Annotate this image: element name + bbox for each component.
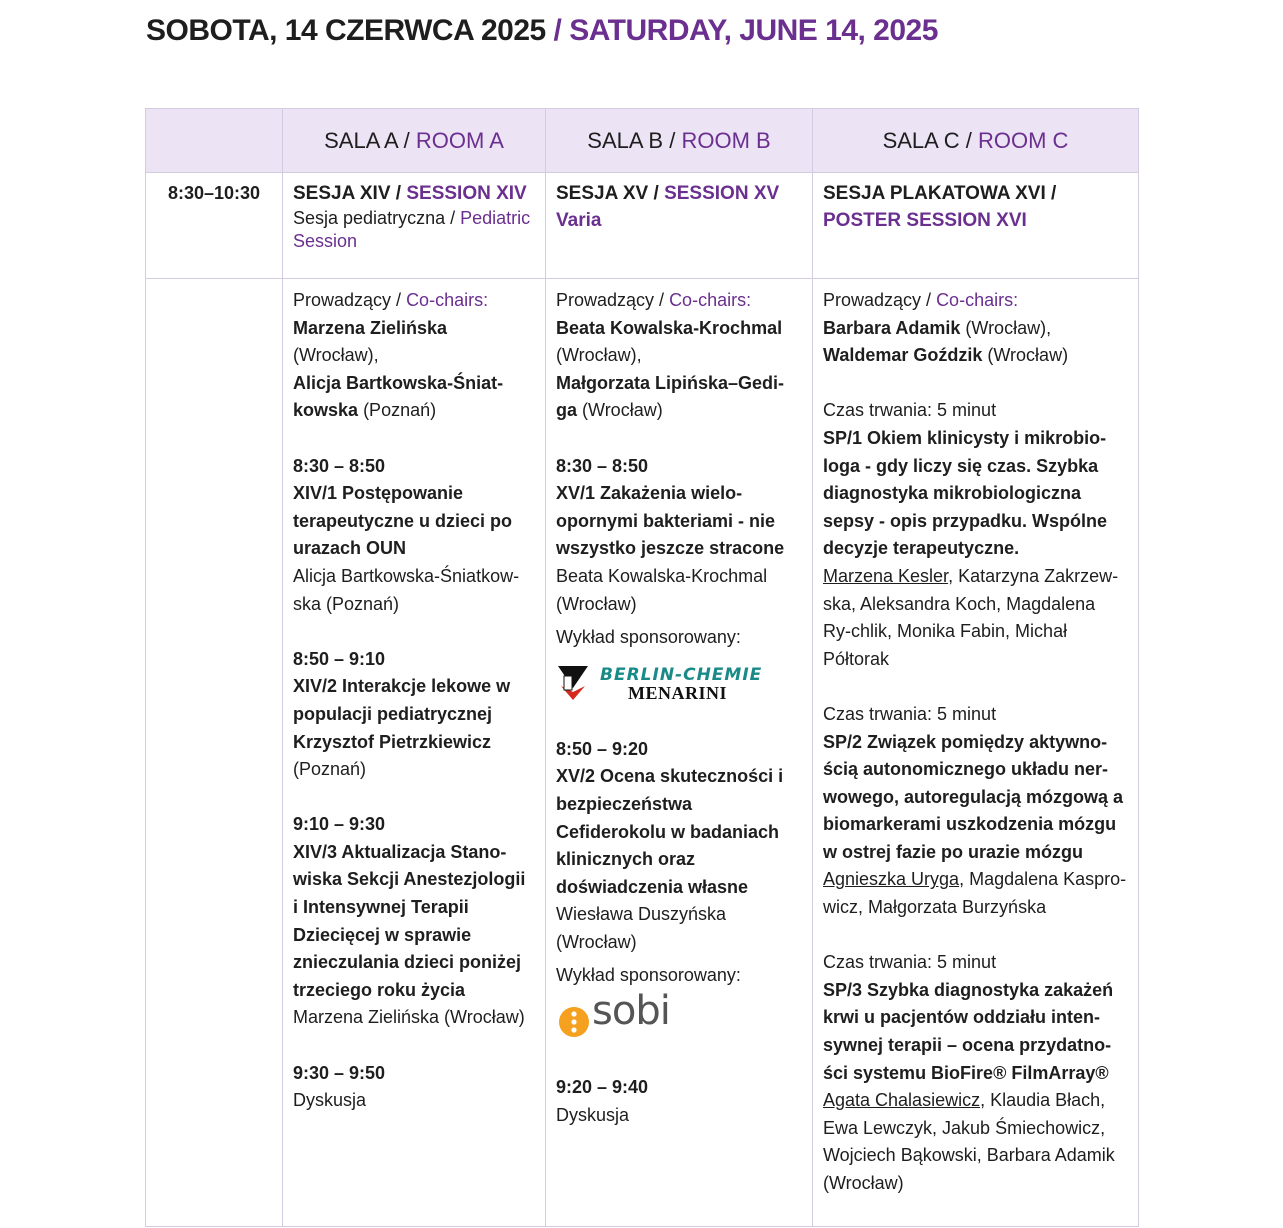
room-b-content — [546, 279, 813, 1227]
content-row — [146, 279, 1139, 1227]
berlin-chemie-text: BERLIN-CHEMIE — [600, 664, 763, 685]
sponsored-label-1: Wykład sponsorowany: — [556, 627, 741, 648]
talk-b3: 9:20 – 9:40 Dyskusja — [556, 1077, 649, 1125]
poster-c2: Czas trwania: 5 minut SP/2 Związek pomiędzy aktywno-ścią autonomicznego układu ner-wowego, autoregulacją mózgową a biomarkerami uszkodzenia mózgu w ostrej fazie po urazie mózgu Agnieszka Uryga, Magdalena Kaspro-wicz, Małgorzata Burzyńska — [823, 703, 1127, 918]
header-empty-cell — [146, 109, 283, 173]
talk-b1: 8:30 – 8:50 XV/1 Zakażenia wielo-opornymi bakteriami - nie wszystko jeszcze stracone Beata Kowalska-Krochmal (Wrocław) — [556, 455, 785, 614]
session-row — [146, 173, 1139, 279]
room-a-header: SALA A / ROOM A — [283, 109, 546, 173]
header-row — [146, 109, 1139, 173]
sponsored-label-2: Wykład sponsorowany: — [556, 965, 741, 986]
title-pl: SOBOTA, 14 CZERWCA 2025 — [146, 14, 546, 47]
session-time: 8:30–10:30 — [146, 173, 283, 279]
chairs-a: Prowadzący / Co-chairs: Marzena Zielińska (Wrocław), Alicja Bartkowska-Śniat-kowska (Poznań) — [293, 290, 504, 421]
poster-c1: Czas trwania: 5 minut SP/1 Okiem klinicysty i mikrobio-loga - gdy liczy się czas. Szybka diagnostyka mikrobiologiczna sepsy - opis przypadku. Wspólne decyzje terapeutyczne. Marzena Kesler, Katarzyna Zakrzew-ska, Aleksandra Koch, Magdalena Ry-chlik, Monika Fabin, Michał Półtorak — [823, 400, 1119, 669]
chairs-b: Prowadzący / Co-chairs: Beata Kowalska-Krochmal (Wrocław), Małgorzata Lipińska–Gedi-ga (Wrocław) — [556, 290, 785, 421]
title-en: SATURDAY, JUNE 14, 2025 — [569, 14, 938, 47]
session-b: SESJA XV / SESSION XV Varia — [546, 173, 813, 279]
room-a-content — [283, 279, 546, 1227]
title-sep: / — [545, 14, 570, 47]
poster-c3: Czas trwania: 5 minut SP/3 Szybka diagnostyka zakażeń krwi u pacjentów oddziału inten-sywnej terapii – ocena przydatno-ści systemu BioFire® FilmArray® Agata Chalasiewicz, Klaudia Błach, Ewa Lewczyk, Jakub Śmiechowicz, Wojciech Bąkowski, Barbara Adamik (Wrocław) — [823, 952, 1115, 1193]
empty-time-cell — [146, 279, 283, 1227]
session-c: SESJA PLAKATOWA XVI / POSTER SESSION XVI — [813, 173, 1139, 279]
program-table — [145, 108, 1139, 1227]
talk-a2: 8:50 – 9:10 XIV/2 Interakcje lekowe w populacji pediatrycznej Krzysztof Pietrzkiewicz (Poznań) — [293, 648, 511, 780]
talk-a3: 9:10 – 9:30 XIV/3 Aktualizacja Stano-wiska Sekcji Anestezjologii i Intensywnej Terapii Dziecięcej w sprawie znieczulania dzieci poniżej trzeciego roku życia Marzena Zielińska (Wrocław) — [293, 814, 526, 1028]
room-c-content — [813, 279, 1139, 1227]
room-b-header: SALA B / ROOM B — [546, 109, 813, 173]
menarini-text: MENARINI — [628, 682, 728, 703]
chairs-c: Prowadzący / Co-chairs: Barbara Adamik (Wrocław), Waldemar Goździk (Wrocław) — [823, 290, 1069, 366]
berlin-chemie-logo — [556, 662, 802, 710]
room-c-header: SALA C / ROOM C — [813, 109, 1139, 173]
berlin-chemie-mark-icon — [558, 666, 588, 700]
page-title — [146, 14, 938, 48]
talk-a1: 8:30 – 8:50 XIV/1 Postępowanie terapeutyczne u dzieci po urazach OUN Alicja Bartkowska-Śniatkow-ska (Poznań) — [293, 455, 520, 614]
sobi-mark-icon — [558, 1006, 590, 1038]
talk-a4: 9:30 – 9:50 Dyskusja — [293, 1062, 386, 1111]
sobi-text: sobi — [592, 988, 670, 1035]
sobi-logo — [556, 988, 802, 1052]
talk-b2: 8:50 – 9:20 XV/2 Ocena skuteczności i bezpieczeństwa Cefiderokolu w badaniach klinicznych oraz doświadczenia własne Wiesława Duszyńska (Wrocław) — [556, 738, 784, 952]
session-a: SESJA XIV / SESSION XIV Sesja pediatryczna / Pediatric Session — [283, 173, 546, 279]
